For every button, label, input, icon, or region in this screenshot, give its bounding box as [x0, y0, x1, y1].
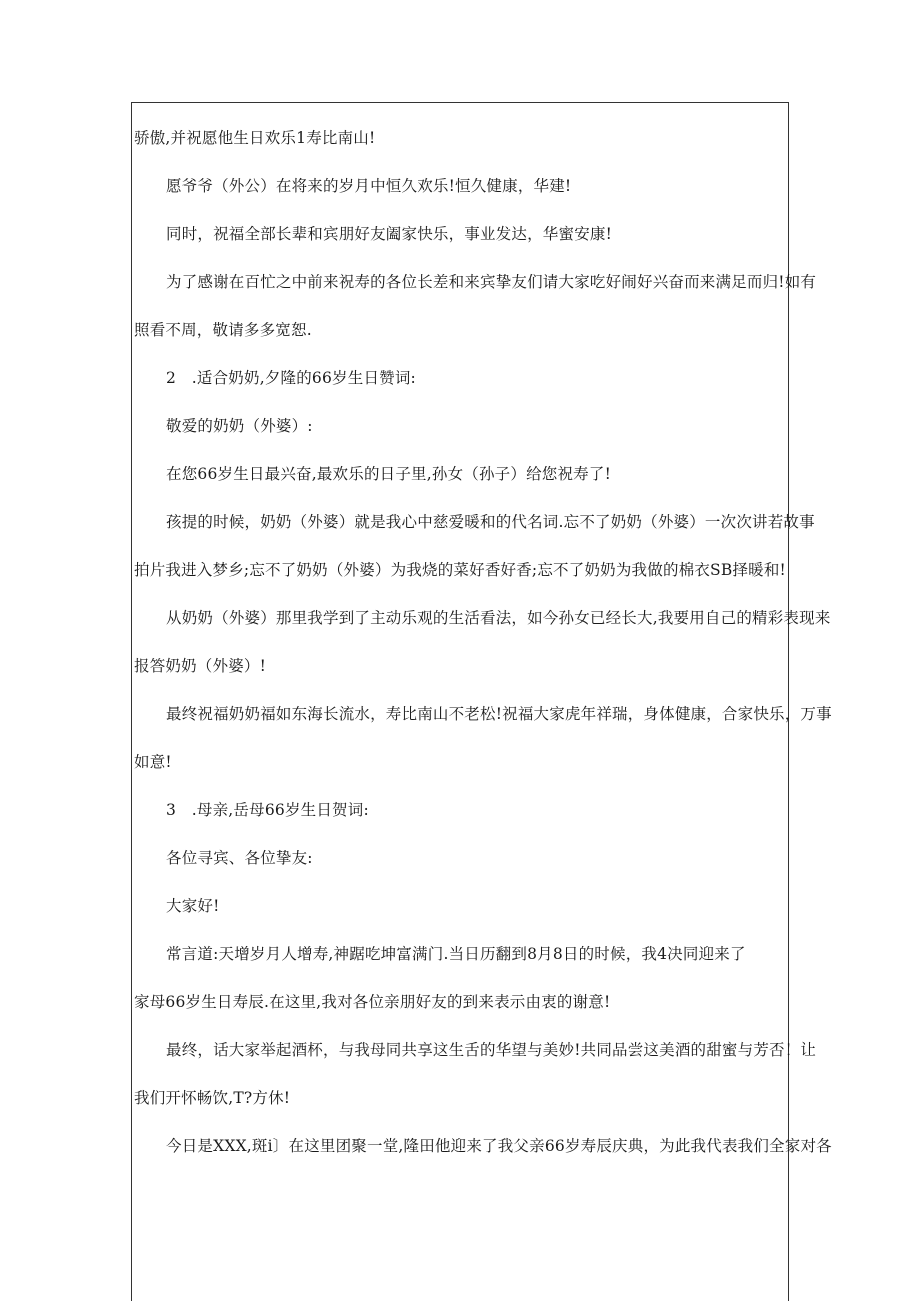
paragraph-line: 大家好! [166, 897, 220, 915]
paragraph-line: 照看不周，敬请多多宽恕. [134, 321, 312, 339]
paragraph-line: 愿爷爷（外公）在将来的岁月中恒久欢乐!恒久健康，华建! [166, 177, 572, 195]
paragraph-line: 同时，祝福全部长辈和宾朋好友阖家快乐，事业发达，华蜜安康! [166, 225, 613, 243]
paragraph-line: 孩提的时候，奶奶（外婆）就是我心中慈爱暖和的代名词.忘不了奶奶（外婆）一次次讲若故事 [166, 513, 815, 531]
paragraph-line: 家母66岁生日寿辰.在这里,我对各位亲朋好友的到来表示由衷的谢意! [134, 993, 611, 1011]
paragraph-line: 报答奶奶（外婆）! [134, 657, 267, 675]
paragraph-line: 为了感谢在百忙之中前来祝寿的各位长差和来宾挚友们请大家吃好闹好兴奋而来满足而归!如有 [166, 273, 817, 291]
paragraph-line: 从奶奶（外婆）那里我学到了主动乐观的生活看法，如今孙女已经长大,我要用自己的精彩表现来 [166, 609, 831, 627]
paragraph-line: 如意! [134, 753, 172, 771]
paragraph-line: 常言道:天增岁月人增寿,神踞吃坤富满门.当日历翻到8月8日的时候，我4决同迎来了 [166, 945, 746, 963]
paragraph-line: 最终，话大家举起酒杯，与我母同共享这生舌的华望与美妙!共同品尝这美酒的甜蜜与芳否！让 [166, 1041, 817, 1059]
paragraph-line: 敬爱的奶奶（外婆）: [166, 417, 313, 435]
paragraph-line: 最终祝福奶奶福如东海长流水，寿比南山不老松!祝福大家虎年祥瑞，身体健康，合家快乐，万事 [166, 705, 832, 723]
paragraph-line: 在您66岁生日最兴奋,最欢乐的日子里,孙女（孙子）给您祝寿了! [166, 465, 612, 483]
paragraph-line: 我们开怀畅饮,T?方休! [134, 1089, 291, 1107]
paragraph-line: 拍片我进入梦乡;忘不了奶奶（外婆）为我烧的菜好香好香;忘不了奶奶为我做的棉衣SB择暖和! [134, 561, 786, 579]
section-heading: 3 .母亲,岳母66岁生日贺词: [166, 801, 369, 819]
paragraph-line: 今日是XXX,斑i〕在这里团聚一堂,隆田他迎来了我父亲66岁寿辰庆典，为此我代表我们全家对各 [166, 1137, 832, 1155]
paragraph-line: 骄傲,并祝愿他生日欢乐1寿比南山! [134, 129, 376, 147]
paragraph-line: 各位寻宾、各位挚友: [166, 849, 313, 867]
section-heading: 2 .适合奶奶,夕隆的66岁生日赞词: [166, 369, 416, 387]
